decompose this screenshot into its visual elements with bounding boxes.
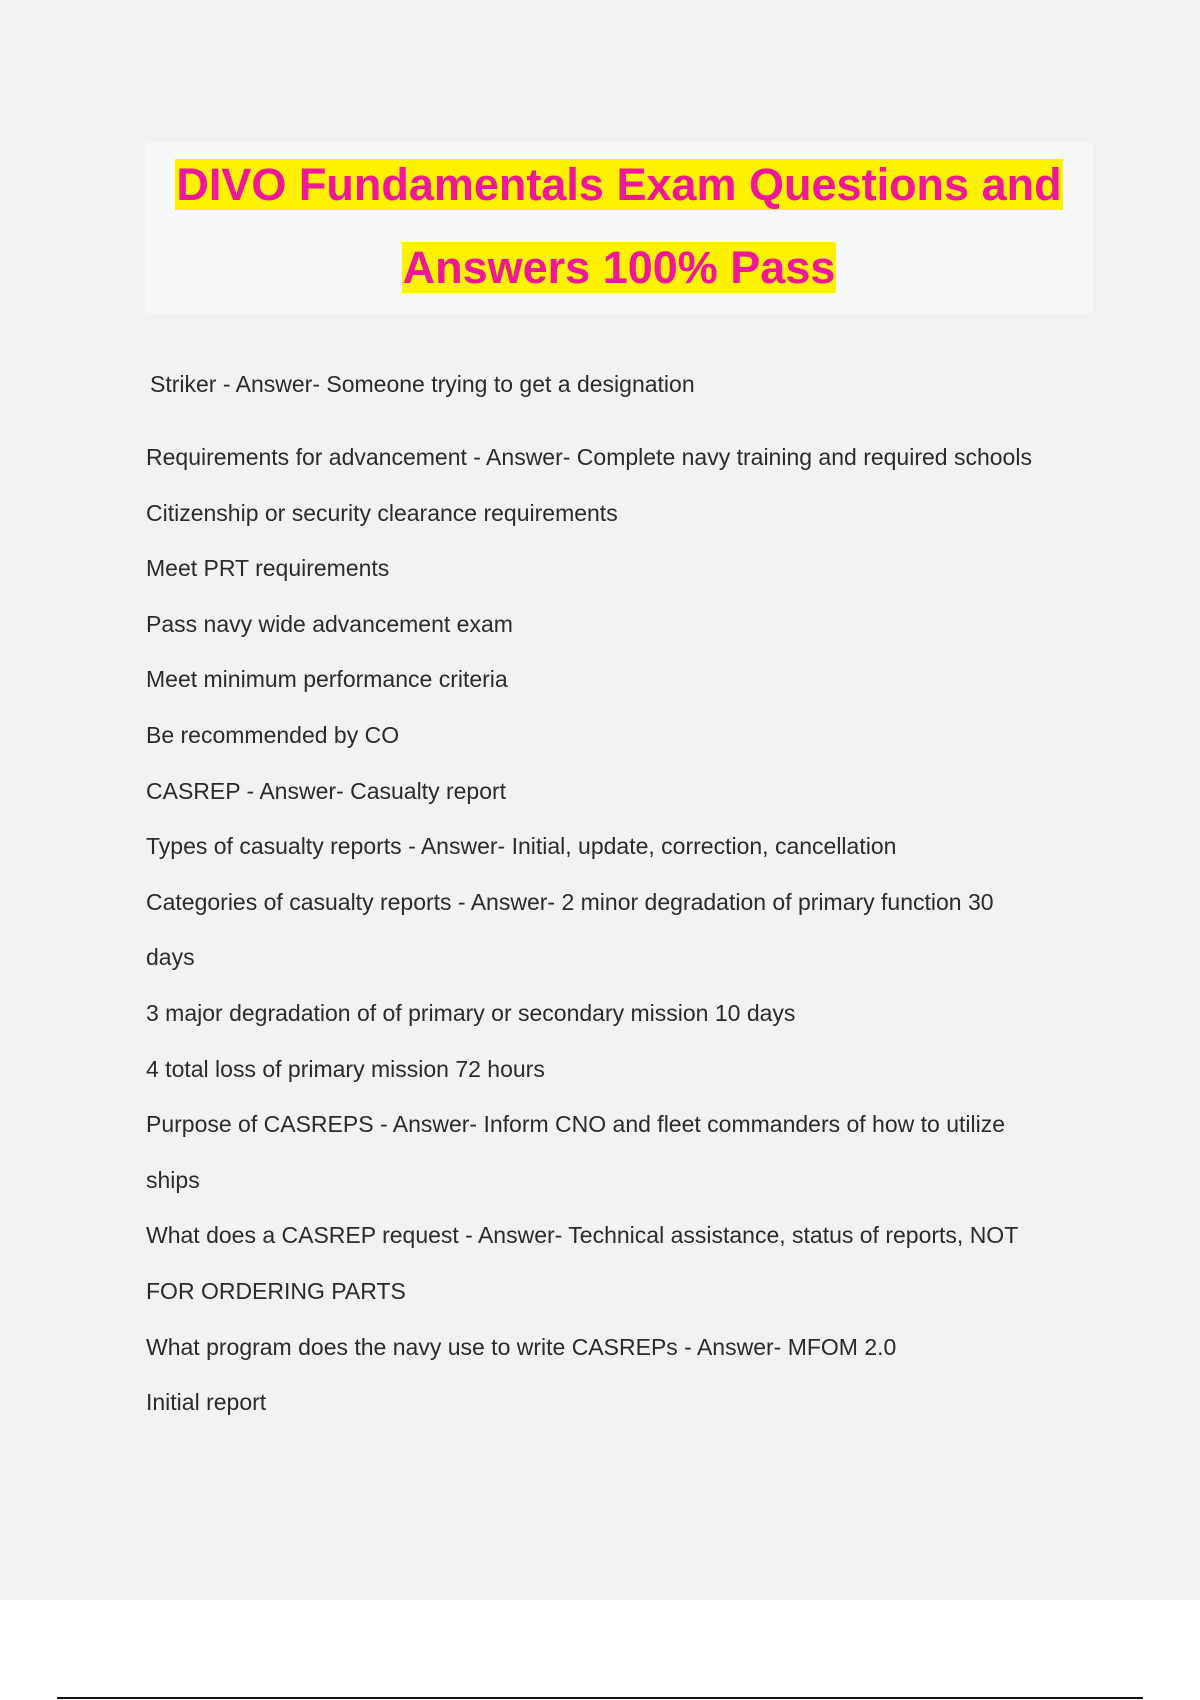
document-title — [145, 143, 1093, 309]
qa-line: Be recommended by CO — [146, 722, 400, 748]
title-line-1: DIVO Fundamentals Exam Questions and — [176, 159, 1062, 210]
qa-line: 3 major degradation of of primary or secondary mission 10 days — [146, 1000, 796, 1026]
page-divider — [57, 1697, 1143, 1699]
qa-line: Pass navy wide advancement exam — [146, 611, 513, 637]
qa-line: Meet minimum performance criteria — [146, 666, 508, 692]
qa-line: Citizenship or security clearance requirements — [146, 500, 618, 526]
qa-line: Categories of casualty reports - Answer- 2 minor degradation of primary function 30 — [146, 889, 994, 915]
qa-line: CASREP - Answer- Casualty report — [146, 778, 507, 804]
title-line-2: Answers 100% Pass — [402, 242, 836, 293]
qa-line: Striker - Answer- Someone trying to get a designation — [150, 371, 695, 397]
qa-line: Initial report — [146, 1389, 267, 1415]
qa-line: Requirements for advancement - Answer- Complete navy training and required schools — [146, 444, 1032, 470]
qa-line: What does a CASREP request - Answer- Technical assistance, status of reports, NOT — [146, 1222, 1019, 1248]
qa-line: ships — [146, 1167, 200, 1193]
qa-line: Types of casualty reports - Answer- Initial, update, correction, cancellation — [146, 833, 897, 859]
qa-line: FOR ORDERING PARTS — [146, 1278, 406, 1304]
qa-line: Meet PRT requirements — [146, 555, 390, 581]
title-box — [145, 143, 1093, 313]
qa-line: 4 total loss of primary mission 72 hours — [146, 1056, 545, 1082]
qa-line: days — [146, 944, 195, 970]
qa-line: Purpose of CASREPS - Answer- Inform CNO and fleet commanders of how to utilize — [146, 1111, 1006, 1137]
qa-line: What program does the navy use to write CASREPs - Answer- MFOM 2.0 — [146, 1334, 897, 1360]
